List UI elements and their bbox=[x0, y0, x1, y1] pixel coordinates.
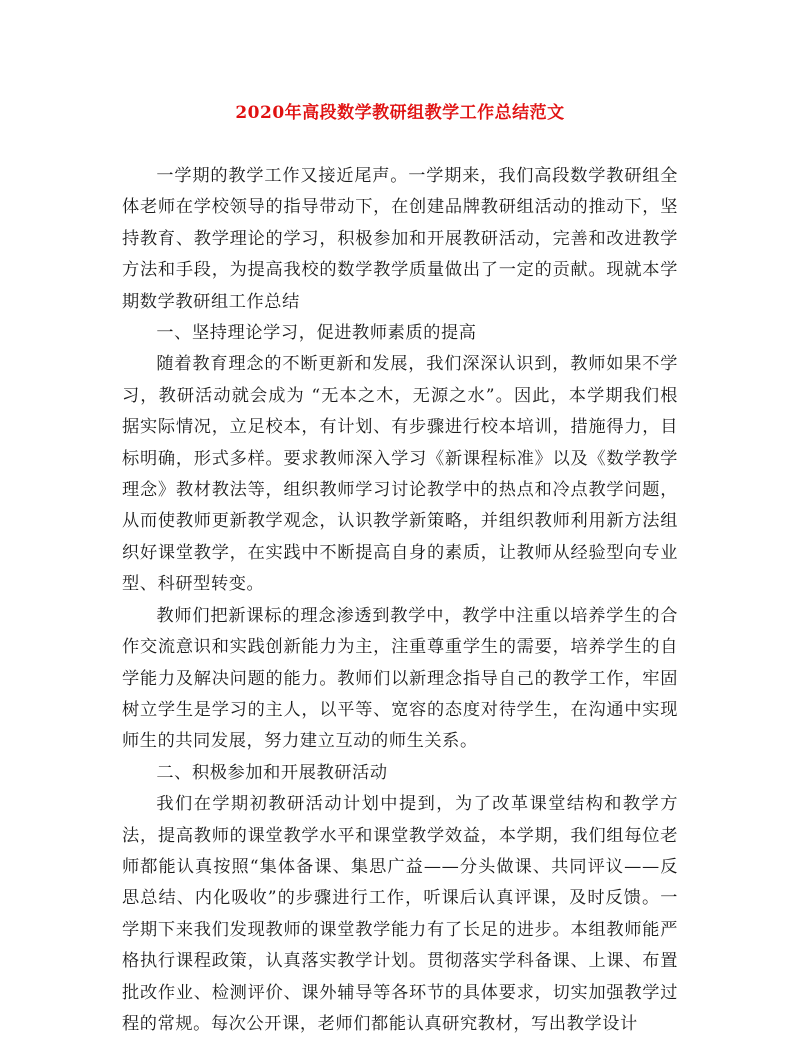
section-heading-2: 二、积极参加和开展教研活动 bbox=[156, 762, 388, 783]
section-heading-1: 一、坚持理论学习，促进教师素质的提高 bbox=[156, 323, 477, 344]
paragraph-intro: 一学期的教学工作又接近尾声。一学期来，我们高段数学教研组全体老师在学校领导的指导带动下，在创建品牌教研组活动的推动下，坚持教育、教学理论的学习，积极参加和开展教研活动，完善和改进教学方法和手段，为提高我校的数学教学质量做出了一定的贡献。现就本学期数学教研组工作总结 bbox=[122, 166, 678, 312]
paragraph-new-curriculum: 教师们把新课标的理念渗透到教学中，教学中注重以培养学生的合作交流意识和实践创新能力为主，注重尊重学生的需要，培养学生的自学能力及解决问题的能力。教师们以新理念指导自己的教学工作，牢固树立学生是学习的主人，以平等、宽容的态度对待学生，在沟通中实现师生的共同发展，努力建立互动的师生关系。 bbox=[122, 605, 678, 752]
paragraph-research-activities: 我们在学期初教研活动计划中提到，为了改革课堂结构和教学方法，提高教师的课堂教学水平和课堂教学效益，本学期，我们组每位老师都能认真按照“集体备课、集思广益——分头做课、共同评议——反思总结、内化吸收”的步骤进行工作，听课后认真评课，及时反馈。一学期下来我们发现教师的课堂教学能力有了长足的进步。本组教师能严格执行课程政策，认真落实教学计划。贯彻落实学科备课、上课、布置批改作业、检测评价、课外辅导等各环节的具体要求，切实加强教学过程的常规。每次公开课，老师们都能认真研究教材，写出教学设计 bbox=[122, 794, 678, 1034]
document-title: 2020年高段数学教研组教学工作总结范文 bbox=[235, 103, 565, 123]
paragraph-theory-study: 随着教育理念的不断更新和发展，我们深深认识到，教师如果不学习，教研活动就会成为 “无本之木，无源之水”。因此，本学期我们根据实际情况，立足校本，有计划、有步骤进行校本培训，措施得力，目标明确，形式多样。要求教师深入学习《新课程标准》以及《数学教学理念》教材教法等，组织教师学习讨论教学中的热点和冷点教学问题，从而使教师更新教学观念，认识教学新策略，并组织教师利用新方法组织好课堂教学，在实践中不断提高自身的素质，让教师从经验型向专业型、科研型转变。 bbox=[122, 354, 678, 595]
